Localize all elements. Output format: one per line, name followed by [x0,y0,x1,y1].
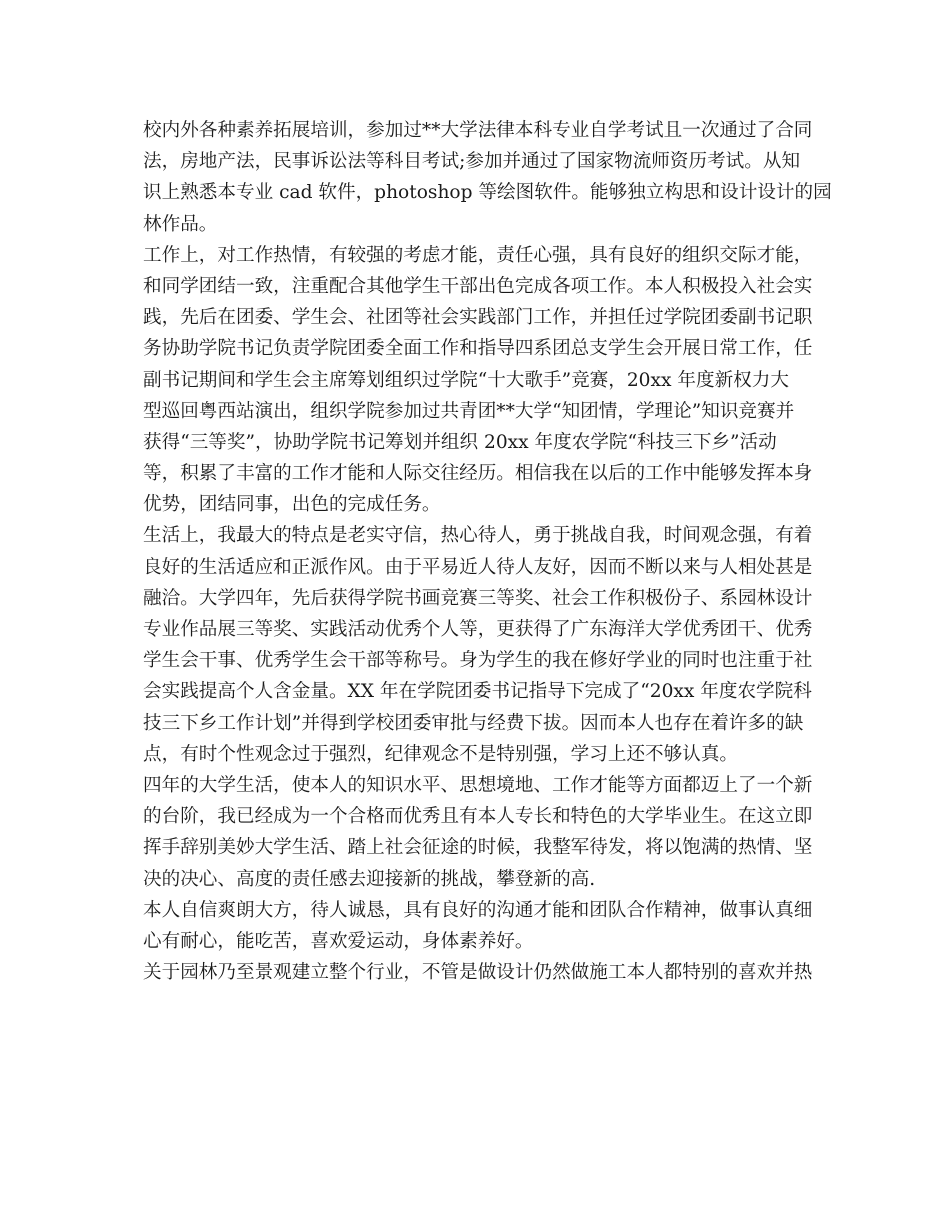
text-line: 副书记期间和学生会主席筹划组织过学院“十大歌手”竞赛，20xx 年度新权力大 [143,369,789,391]
text-line: 挥手辞别美妙大学生活、踏上社会征途的时候，我整军待发，将以饱满的热情、坚 [143,837,813,859]
text-line: 林作品。 [143,213,218,235]
text-line: 四年的大学生活，使本人的知识水平、思想境地、工作才能等方面都迈上了一个新 [143,774,813,796]
text-line: 识上熟悉本专业 cad 软件，photoshop 等绘图软件。能够独立构思和设计设计的园 [143,182,832,204]
text-line: 决的决心、高度的责任感去迎接新的挑战，攀登新的高. [143,868,596,890]
text-line: 践，先后在团委、学生会、社团等社会实践部门工作，并担任过学院团委副书记职 [143,307,813,329]
text-line: 法，房地产法，民事诉讼法等科目考试;参加并通过了国家物流师资历考试。从知 [143,151,801,173]
text-line: 型巡回粤西站演出，组织学院参加过共青团**大学“知团情，学理论”知识竞赛并 [143,400,795,422]
text-line: 等，积累了丰富的工作才能和人际交往经历。相信我在以后的工作中能够发挥本身 [143,463,813,485]
text-line: 的台阶，我已经成为一个合格而优秀且有本人专长和特色的大学毕业生。在这立即 [143,806,813,828]
document-body [143,115,832,988]
text-line: 融洽。大学四年，先后获得学院书画竞赛三等奖、社会工作积极份子、系园林设计 [143,587,813,609]
text-line: 学生会干事、优秀学生会干部等称号。身为学生的我在修好学业的同时也注重于社 [143,650,813,672]
text-line: 获得“三等奖”，协助学院书记筹划并组织 20xx 年度农学院“科技三下乡”活动 [143,431,777,453]
text-line: 本人自信爽朗大方，待人诚恳，具有良好的沟通才能和团队合作精神，做事认真细 [143,899,813,921]
text-line: 校内外各种素养拓展培训，参加过**大学法律本科专业自学考试且一次通过了合同 [143,120,813,141]
text-line: 工作上，对工作热情，有较强的考虑才能，责任心强，具有良好的组织交际才能， [143,244,813,266]
text-line: 专业作品展三等奖、实践活动优秀个人等，更获得了广东海洋大学优秀团干、优秀 [143,619,813,640]
text-line: 心有耐心，能吃苦，喜欢爱运动，身体素养好。 [143,930,534,952]
text-line: 和同学团结一致，注重配合其他学生干部出色完成各项工作。本人积极投入社会实 [143,275,813,297]
text-line: 务协助学院书记负责学院团委全面工作和指导四系团总支学生会开展日常工作，任 [143,338,813,360]
text-line: 点，有时个性观念过于强烈，纪律观念不是特别强，学习上还不够认真。 [143,743,739,765]
text-line: 优势，团结同事，出色的完成任务。 [143,494,441,516]
text-line: 良好的生活适应和正派作风。由于平易近人待人友好，因而不断以来与人相处甚是 [143,556,813,578]
text-line: 会实践提高个人含金量。XX 年在学院团委书记指导下完成了“20xx 年度农学院科 [143,681,812,703]
text-line: 关于园林乃至景观建立整个行业，不管是做设计仍然做施工本人都特别的喜欢并热 [143,962,813,984]
text-line: 技三下乡工作计划”并得到学校团委审批与经费下拔。因而本人也存在着许多的缺 [143,712,804,734]
text-line: 生活上，我最大的特点是老实守信，热心待人，勇于挑战自我，时间观念强，有着 [143,525,813,547]
